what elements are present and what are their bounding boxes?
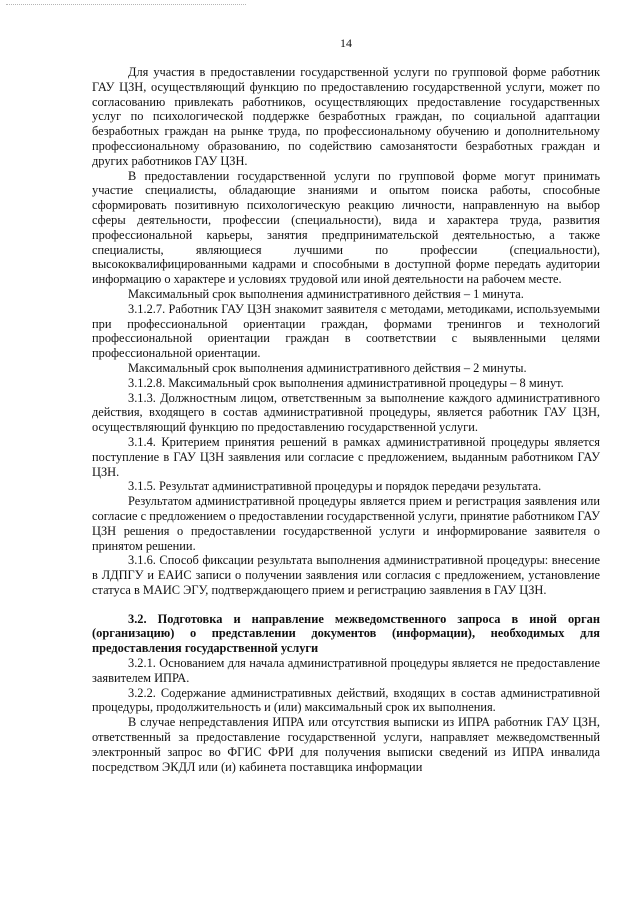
paragraph: 3.1.6. Способ фиксации результата выполнения административной процедуры: внесение в ЛДПГУ и ЕАИС записи о получении заявления или согласия с предложением, установление статуса в МАИС ЭГУ, подтверждающего прием и регистрацию заявления в ГАУ ЦЗН. [92, 553, 600, 597]
paragraph: В случае непредставления ИПРА или отсутствия выписки из ИПРА работник ГАУ ЦЗН, ответственный за предоставление государственной услуги, направляет межведомственный электронный запрос во ФГИС ФРИ для получения выписки сведений из ИПРА инвалида посредством ЭКДЛ или (и) кабинета поставщика информации [92, 715, 600, 774]
section-spacer [92, 598, 600, 612]
paragraph: В предоставлении государственной услуги по групповой форме могут принимать участие специалисты, обладающие знаниями и опытом поиска работы, способные сформировать позитивную психологическую реакцию личности, направленную на выбор сферы деятельности, профессии (специальности), вида и характера труда, развития профессиональной карьеры, занятия предпринимательской деятельностью, а также специалисты, являющиеся лучшими по профессии (специальности), высококвалифицированными кадрами и способными в доступной форме передать аудитории информацию о характере и условиях трудовой или иной деятельности на рабочем месте. [92, 168, 600, 287]
paragraph: Результатом административной процедуры является прием и регистрация заявления или согласие с предложением о предоставлении государственной услуги, принятие работником ГАУ ЦЗН решения о предоставлении государственной услуги и информирование заявителя о принятом решении. [92, 494, 600, 553]
paragraph: 3.1.5. Результат административной процедуры и порядок передачи результата. [128, 479, 542, 494]
paragraph: 3.2.2. Содержание административных действий, входящих в состав административной процедуры, продолжительность и (или) максимальный срок их выполнения. [92, 685, 600, 715]
paragraph: 3.1.2.7. Работник ГАУ ЦЗН знакомит заявителя с методами, методиками, используемыми при профессиональной ориентации граждан, формами тренингов и технологий профессиональной ориентации граждан в соответствии с выявленными целями профессиональной ориентации. [92, 301, 600, 361]
scan-artifact-line [6, 4, 246, 5]
page-number: 14 [340, 36, 352, 50]
paragraph: Для участия в предоставлении государственной услуги по групповой форме работник ГАУ ЦЗН, осуществляющий функцию по предоставлению государственной услуги, может по согласованию привлекать работников, осуществляющих предоставление государственных услуг по психологической поддержке безработных граждан, по социальной адаптации безработных граждан на рынке труда, по профессиональному обучению и дополнительному профессиональному образованию, по содействию самозанятости безработных граждан и других работников ГАУ ЦЗН. [92, 65, 600, 168]
paragraph: 3.1.3. Должностным лицом, ответственным за выполнение каждого административного действия, входящего в состав административной процедуры, является работник ГАУ ЦЗН, осуществляющий функцию по предоставлению государственной услуги. [92, 390, 600, 435]
paragraph: Максимальный срок выполнения административного действия – 1 минута. [128, 286, 524, 301]
section-heading: 3.2. Подготовка и направление межведомственного запроса в иной орган (организацию) о представлении документов (информации), необходимых для предоставления государственной услуги [92, 611, 600, 656]
paragraph: 3.2.1. Основанием для начала административной процедуры является не предоставление заявителем ИПРА. [92, 656, 600, 685]
paragraph: 3.1.2.8. Максимальный срок выполнения административной процедуры – 8 минут. [128, 375, 564, 390]
paragraph: 3.1.4. Критерием принятия решений в рамках административной процедуры является поступление в ГАУ ЦЗН заявления или согласие с предложением, выданным работником ГАУ ЦЗН. [92, 434, 600, 479]
paragraph: Максимальный срок выполнения административного действия – 2 минуты. [128, 360, 527, 375]
